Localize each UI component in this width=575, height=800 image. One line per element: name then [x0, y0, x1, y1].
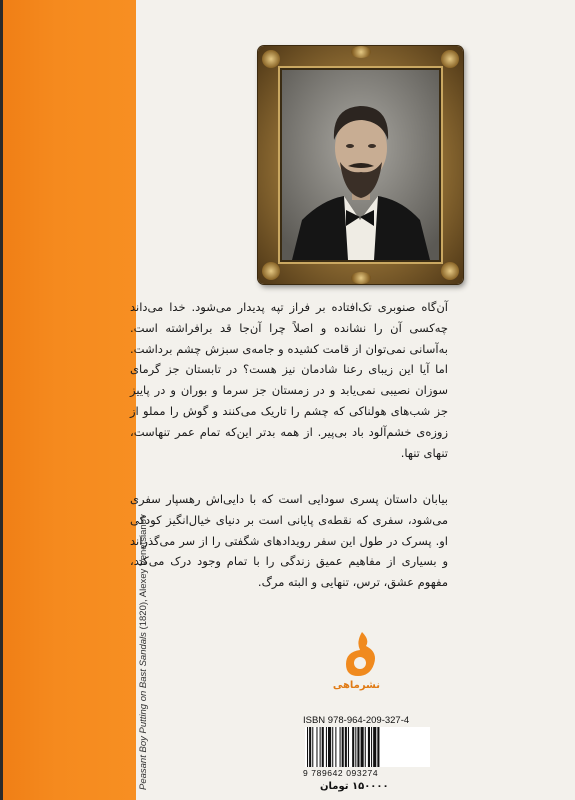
blurb-paragraph-2: بیابان داستان پسری سودایی است که با دایی‌اش رهسپار سفری می‌شود، سفری که نقطه‌ی پایانی است بر دنیای خیال‌انگیز کودکی او. پسرک در طول این سفر رویدادهای شگفتی را از سر می‌گذراند و بسیاری از مفاهیم عمیق زندگی را با تمام وجود درک می‌کند، مفهوم عشق، ترس، تنهایی و البته مرگ.	[130, 492, 448, 590]
barcode-bar	[352, 727, 354, 767]
frame-corner-ornament	[441, 50, 459, 68]
barcode-bar	[377, 727, 379, 767]
barcode-bar	[342, 727, 344, 767]
barcode-bar	[373, 727, 376, 767]
barcode-bar	[316, 727, 317, 767]
barcode-bar	[312, 727, 313, 767]
barcode-bars	[305, 727, 430, 767]
barcode-bar	[348, 727, 349, 767]
frame-corner-ornament	[262, 262, 280, 280]
price-label	[320, 781, 389, 792]
frame-bottom-ornament	[351, 272, 371, 284]
price-amount: ۱۵۰۰۰۰	[352, 781, 389, 792]
portrait-illustration	[282, 70, 439, 260]
barcode-bar	[365, 727, 366, 767]
frame-top-ornament	[351, 46, 371, 58]
barcode-bar	[307, 727, 308, 767]
barcode-bar	[355, 727, 356, 767]
barcode-bar	[320, 727, 321, 767]
author-portrait	[282, 70, 439, 260]
barcode-bar	[368, 727, 370, 767]
barcode-bar	[345, 727, 347, 767]
barcode-bar	[332, 727, 333, 767]
back-cover-orange-band	[3, 0, 136, 800]
barcode-bar	[322, 727, 324, 767]
blurb-paragraph-1: آن‌گاه صنوبری تک‌افتاده بر فراز تپه پدیدار می‌شود. خدا می‌داند چه‌کسی آن را نشانده و اصلاً چرا آن‌جا قد برافراشته است. به‌آسانی نمی‌توان از قامت کشیده و جامه‌ی سبزش چشم برداشت. اما آیا این زیبای رعنا شادمان نیز هست؟ در تابستان جز گرمای سوزان نصیبی نمی‌یابد و در زمستان جز سرما و بوران و در پاییز جز شب‌های هولناکی که چشم را تاریک می‌کنند و گوش را مملو از زوزه‌ی خشم‌آلود باد بی‌پیر. از همه بدتر این‌که تمام عمر تنهاست، تنهای تنها.	[130, 300, 448, 460]
publisher-logo	[332, 630, 380, 700]
barcode-bar	[328, 727, 331, 767]
barcode-bar	[371, 727, 372, 767]
credit-painting-title: Peasant Boy Putting on Bast Sandals	[138, 632, 149, 790]
barcode-digits: 9 789642 093274	[303, 768, 379, 778]
barcode-bar	[357, 727, 359, 767]
credit-painting-info: (1820), Alexey Venetsianov	[138, 514, 149, 633]
price-unit: تومان	[320, 781, 349, 792]
publisher-name: نشرماهی	[332, 680, 380, 691]
barcode-bar	[340, 727, 341, 767]
portrait-frame	[258, 46, 463, 284]
isbn-number: ISBN 978-964-209-327-4	[303, 715, 410, 726]
barcode	[305, 727, 430, 767]
publisher-fish-icon	[340, 630, 380, 680]
barcode-bar	[335, 727, 336, 767]
barcode-bar	[309, 727, 311, 767]
frame-corner-ornament	[441, 262, 459, 280]
barcode-bar	[326, 727, 327, 767]
barcode-bar	[361, 727, 364, 767]
